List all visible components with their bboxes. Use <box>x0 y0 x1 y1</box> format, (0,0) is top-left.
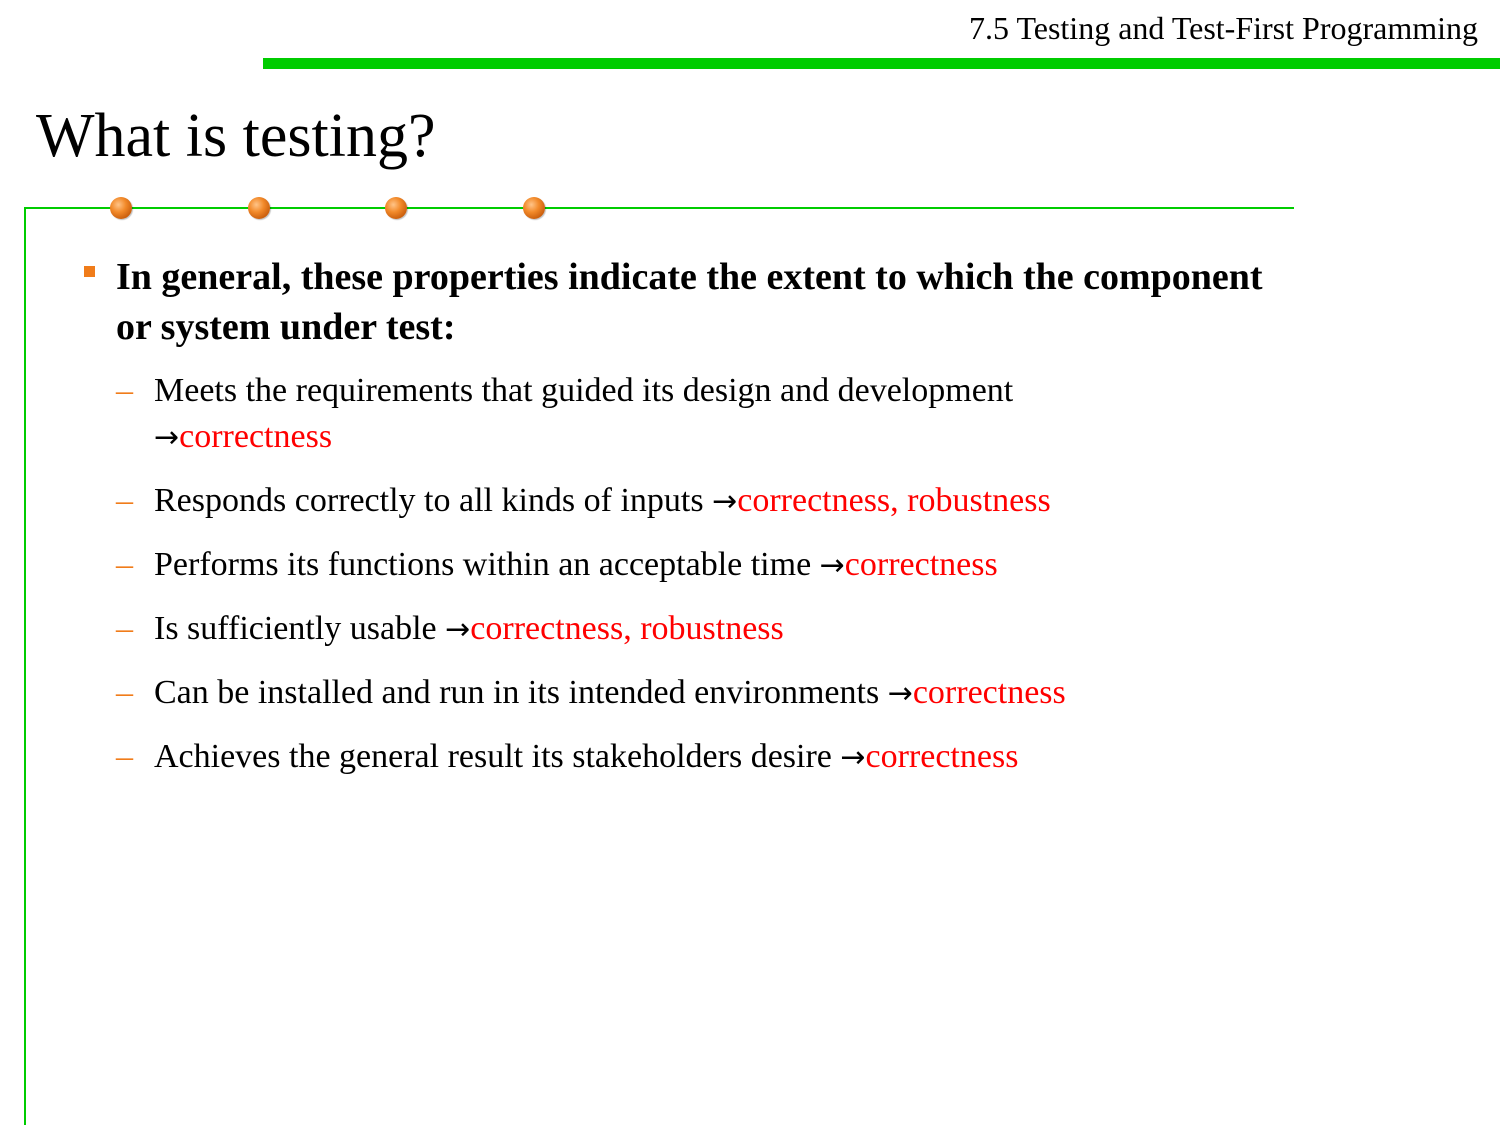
sub-bullet-item <box>116 670 1316 717</box>
sub-bullet-text: Can be installed and run in its intended environments <box>154 674 888 711</box>
sub-bullet-text: Achieves the general result its stakeholders desire <box>154 738 841 775</box>
dash-bullet-icon: – <box>116 372 133 409</box>
main-bullet-text: In general, these properties indicate the extent to which the component or system under test: <box>116 256 1263 348</box>
dash-bullet-icon: – <box>116 738 133 775</box>
property-tag: correctness <box>844 546 998 583</box>
dash-bullet-icon: – <box>116 674 133 711</box>
sub-bullet-text: Responds correctly to all kinds of inputs <box>154 482 713 519</box>
section-title: 7.5 Testing and Test-First Programming <box>969 10 1478 46</box>
slide-title: What is testing? <box>36 102 436 170</box>
title-underline <box>24 207 1294 209</box>
right-arrow-icon: → <box>887 676 913 711</box>
header-divider-bar <box>263 58 1500 69</box>
right-arrow-icon: → <box>819 548 845 583</box>
decorative-dot-4 <box>523 197 545 219</box>
sub-bullet-item <box>116 606 1316 653</box>
square-bullet-icon <box>84 266 95 277</box>
sub-bullet-text: Is sufficiently usable <box>154 610 446 647</box>
decorative-dot-2 <box>248 197 270 219</box>
property-tag: correctness <box>912 674 1066 711</box>
dash-bullet-icon: – <box>116 546 133 583</box>
sub-bullet-text: Performs its functions within an acceptable time <box>154 546 820 583</box>
property-tag: correctness <box>865 738 1019 775</box>
right-arrow-icon: → <box>154 420 180 455</box>
decorative-dot-1 <box>110 197 132 219</box>
property-tag: correctness <box>179 418 333 455</box>
sub-bullet-text: Meets the requirements that guided its design and development <box>154 372 1014 409</box>
right-arrow-icon: → <box>445 612 471 647</box>
left-frame-line <box>24 207 26 1125</box>
sub-bullet-item <box>116 542 1316 589</box>
dash-bullet-icon: – <box>116 482 133 519</box>
sub-bullet-item <box>116 368 1316 461</box>
sub-bullet-item <box>116 734 1316 781</box>
sub-bullet-item <box>116 478 1316 525</box>
sub-bullet-list <box>116 368 1316 798</box>
right-arrow-icon: → <box>712 484 738 519</box>
decorative-dot-3 <box>385 197 407 219</box>
property-tag: correctness, robustness <box>737 482 1051 519</box>
right-arrow-icon: → <box>840 740 866 775</box>
dash-bullet-icon: – <box>116 610 133 647</box>
property-tag: correctness, robustness <box>470 610 784 647</box>
